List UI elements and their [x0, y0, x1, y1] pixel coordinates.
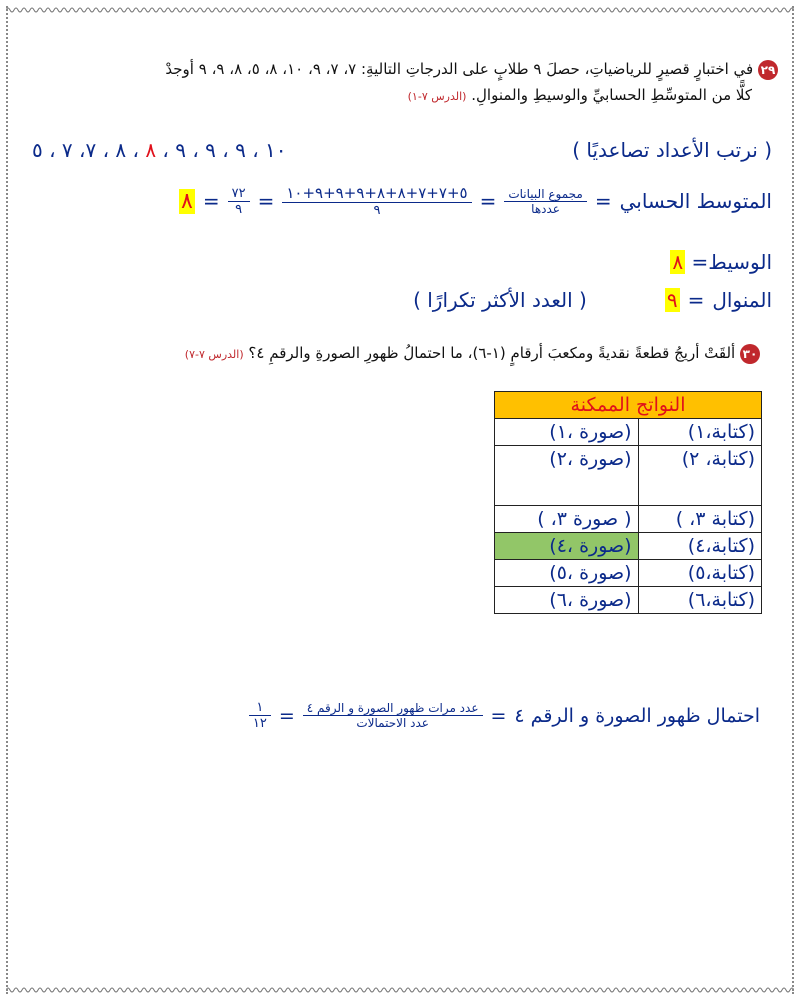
mean-total-numerator: ٧٢: [228, 186, 250, 202]
equals-sign: =: [278, 704, 295, 727]
equals-sign: =: [687, 288, 705, 312]
table-row: [495, 533, 762, 560]
question-30-number-badge: ٣٠: [740, 344, 760, 364]
mean-result: ٨: [181, 188, 193, 214]
median-line: [670, 250, 772, 274]
table-cell-head-2: (صورة ،٢): [495, 446, 639, 506]
probability-fraction: [303, 701, 483, 730]
bottom-wavy-border: [6, 986, 794, 994]
sorted-data-row: [32, 138, 772, 162]
equals-sign: =: [691, 250, 709, 274]
equals-sign: =: [490, 704, 507, 727]
left-wavy-border: [6, 6, 16, 994]
median-value: ٨: [672, 250, 684, 274]
sorted-note: ( نرتب الأعداد تصاعديًا ): [572, 138, 772, 162]
table-cell-writing-4: (كتابة،٤): [638, 533, 761, 560]
probability-result-numerator: ١: [249, 700, 271, 716]
equals-sign: =: [202, 189, 220, 213]
question-30-lesson-ref: (الدرس ٧-٧): [184, 348, 244, 361]
mean-definition-denominator: عددها: [531, 201, 560, 216]
equals-sign: =: [257, 189, 275, 213]
probability-line: [249, 700, 760, 731]
mean-label: المتوسط الحسابي: [619, 189, 772, 213]
mean-line: [179, 184, 772, 218]
mean-definition-numerator: مجموع البيانات: [504, 187, 586, 202]
mean-sum-fraction: [282, 184, 471, 218]
table-cell-writing-5: (كتابة،٥): [638, 560, 761, 587]
table-cell-writing-3: (كتابة ٣، ): [638, 506, 761, 533]
probability-result-denominator: ١٢: [252, 716, 267, 731]
table-cell-writing-1: (كتابة،١): [638, 419, 761, 446]
mean-total-fraction: [228, 186, 250, 217]
table-cell-head-6: (صورة ،٦): [495, 587, 639, 614]
table-row: [495, 506, 762, 533]
table-cell-head-1: (صورة ،١): [495, 419, 639, 446]
mean-sum-denominator: ٩: [373, 203, 381, 218]
question-29-lesson-ref: (الدرس ٧-١): [407, 90, 467, 103]
mode-line: [413, 288, 772, 312]
mode-value: ٩: [666, 288, 678, 312]
mode-note: ( العدد الأكثر تكرارًا ): [413, 288, 587, 312]
outcomes-table-header: النواتج الممكنة: [495, 392, 762, 419]
question-29-line-1: في اختبارٍ قصيرٍ للرياضياتِ، حصلَ ٩ طلابٍ على الدرجاتِ التاليةِ: ٧، ٧، ٩، ١٠، ٨، ٥، ٨، ٩، ٩ أوجدْ: [165, 60, 754, 78]
outcomes-table: [494, 391, 762, 614]
question-29-line-2: كلًّا من المتوسِّطِ الحسابيِّ والوسيطِ والمنوالِ.: [471, 86, 752, 104]
right-wavy-border: [784, 6, 794, 994]
table-row: [495, 446, 762, 506]
question-29: [18, 56, 778, 110]
probability-label: احتمال ظهور الصورة و الرقم ٤: [514, 704, 760, 727]
table-cell-head-3: ( صورة ٣، ): [495, 506, 639, 533]
sorted-values: [32, 138, 287, 162]
sorted-values-part-1: ١٠ ، ٩ ، ٩ ، ٩ ،: [156, 138, 287, 162]
equals-sign: =: [594, 189, 612, 213]
table-cell-writing-6: (كتابة،٦): [638, 587, 761, 614]
mean-sum-numerator: ٥+٧+٧+٨+٨+٩+٩+٩+١٠: [282, 184, 471, 203]
table-row: [495, 560, 762, 587]
question-30-text: ألقَتْ أريجُ قطعةً نقديةً ومكعبَ أرقامٍ (١-٦)، ما احتمالُ ظهورِ الصورةِ والرقمِ ٤؟: [248, 344, 736, 362]
table-row: [495, 419, 762, 446]
top-wavy-border: [6, 6, 794, 14]
probability-result-fraction: [249, 700, 271, 731]
median-label: الوسيط: [708, 250, 772, 274]
table-cell-head-4-highlighted: (صورة ،٤): [495, 533, 639, 560]
equals-sign: =: [479, 189, 497, 213]
mode-label: المنوال: [712, 288, 772, 312]
sorted-values-median: ٨: [145, 138, 157, 162]
sorted-values-part-2: ، ٨ ، ٧، ٧ ، ٥: [32, 138, 146, 162]
question-29-number-badge: ٢٩: [758, 60, 778, 80]
mean-definition-fraction: [504, 187, 586, 216]
table-cell-head-5: (صورة ،٥): [495, 560, 639, 587]
probability-numerator: عدد مرات ظهور الصورة و الرقم ٤: [303, 701, 483, 716]
table-cell-writing-2: (كتابة، ٢): [638, 446, 761, 506]
question-30: [185, 340, 760, 368]
table-row: [495, 587, 762, 614]
probability-denominator: عدد الاحتمالات: [356, 716, 429, 730]
outcomes-table-header-row: [495, 392, 762, 419]
mean-total-denominator: ٩: [235, 201, 243, 217]
